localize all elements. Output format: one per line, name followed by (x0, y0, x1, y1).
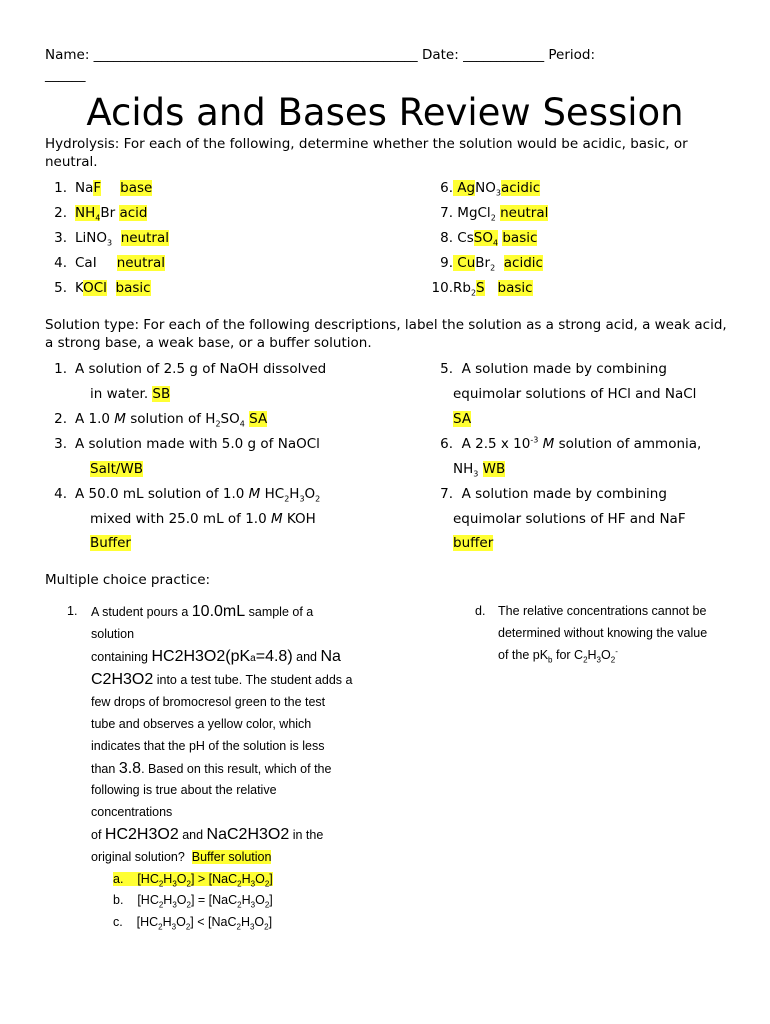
hydrolysis-instructions: Hydrolysis: For each of the following, determine whether the solution would be acidic, basic, or neutral. (45, 136, 688, 170)
hydrolysis-item-4: 4. CaI neutral (54, 255, 165, 271)
solution-q6-line2: $NH_3$ WB (453, 461, 506, 479)
period-blank: ______ (45, 67, 86, 83)
solution-q4-line2: mixed with 25.0 mL of 1.0 M KOH (90, 511, 316, 527)
answer: acidic (500, 180, 541, 196)
answer: basic (502, 230, 538, 246)
solution-q3-line1: 3. A solution made with 5.0 g of NaOCl (54, 436, 320, 452)
mc-option-b: b. $[HC_2H_3O_2] = [NaC_2H_3O_2]$ (113, 893, 273, 910)
solution-q2: 2. A 1.0 M solution of $H_2SO_4$ SA (54, 411, 268, 429)
solution-q6-line1: 6. A 2.5 x $10^{-3}$ M solution of ammonia, (440, 435, 702, 452)
hydrolysis-item-7: 7. MgCl$_2$ neutral (440, 205, 549, 223)
page-title: Acids and Bases Review Session (86, 91, 684, 134)
solution-q7-answer: buffer (453, 535, 494, 551)
answer: neutral (120, 230, 169, 246)
hydrolysis-item-9: 9. CuBr$_2$ acidic (440, 255, 543, 273)
solution-q1-line2: in water. SB (90, 386, 171, 402)
solution-q5-line1: 5. A solution made by combining (440, 361, 667, 377)
answer: Buffer solution (191, 849, 272, 864)
answer: WB (482, 461, 506, 477)
solution-q1-line1: 1. A solution of 2.5 g of NaOH dissolved (54, 361, 327, 377)
solution-type-instructions: Solution type: For each of the following descriptions, label the solution as a strong acid, a weak acid, a strong base, a weak base, or a buffer solution. (45, 317, 727, 351)
hydrolysis-item-6: 6. AgNO$_3$acidic (440, 180, 541, 198)
answer: acidic (503, 255, 543, 271)
solution-q5-line2: equimolar solutions of HCl and NaCl (453, 386, 697, 402)
answer: neutral (116, 255, 165, 271)
solution-q7-line2: equimolar solutions of HF and NaF (453, 511, 686, 527)
hydrolysis-item-5: 5. KOCl basic (54, 280, 151, 296)
answer: SA (249, 411, 268, 427)
hydrolysis-item-10: $10.Rb_2S$ basic (431, 280, 533, 298)
mc-option-c: c. $[HC_2H_3O_2] < [NaC_2H_3O_2]$ (113, 915, 273, 932)
answer: base (120, 180, 153, 196)
name-date-period-line: Name: ________________________________________________ Date: ____________ Period: (45, 47, 595, 63)
mc-option-a: a. $[HC_2H_3O_2] > [NaC_2H_3O_2]$ (113, 871, 273, 889)
hydrolysis-item-2: 2. $NH_4Br$ acid (54, 205, 148, 223)
answer: SB (152, 386, 171, 402)
answer: basic (115, 280, 151, 296)
solution-q3-answer: Salt/WB (90, 461, 144, 477)
multiple-choice-heading: Multiple choice practice: (45, 572, 211, 588)
solution-q5-answer: SA (453, 411, 472, 427)
solution-q7-line1: 7. A solution made by combining (440, 486, 667, 502)
answer: basic (497, 280, 533, 296)
solution-q4-answer: Buffer (90, 535, 131, 551)
answer: acid (119, 205, 148, 221)
answer: neutral (500, 205, 549, 221)
hydrolysis-item-1: 1. NaF base (54, 180, 153, 196)
hydrolysis-item-8: 8. CsSO$_4$ basic (440, 230, 538, 248)
solution-q4-line1: 4. A 50.0 mL solution of 1.0 M $HC_2H_3O_2$ (54, 486, 321, 504)
hydrolysis-item-3: 3. LiNO$_3$ neutral (54, 230, 169, 248)
